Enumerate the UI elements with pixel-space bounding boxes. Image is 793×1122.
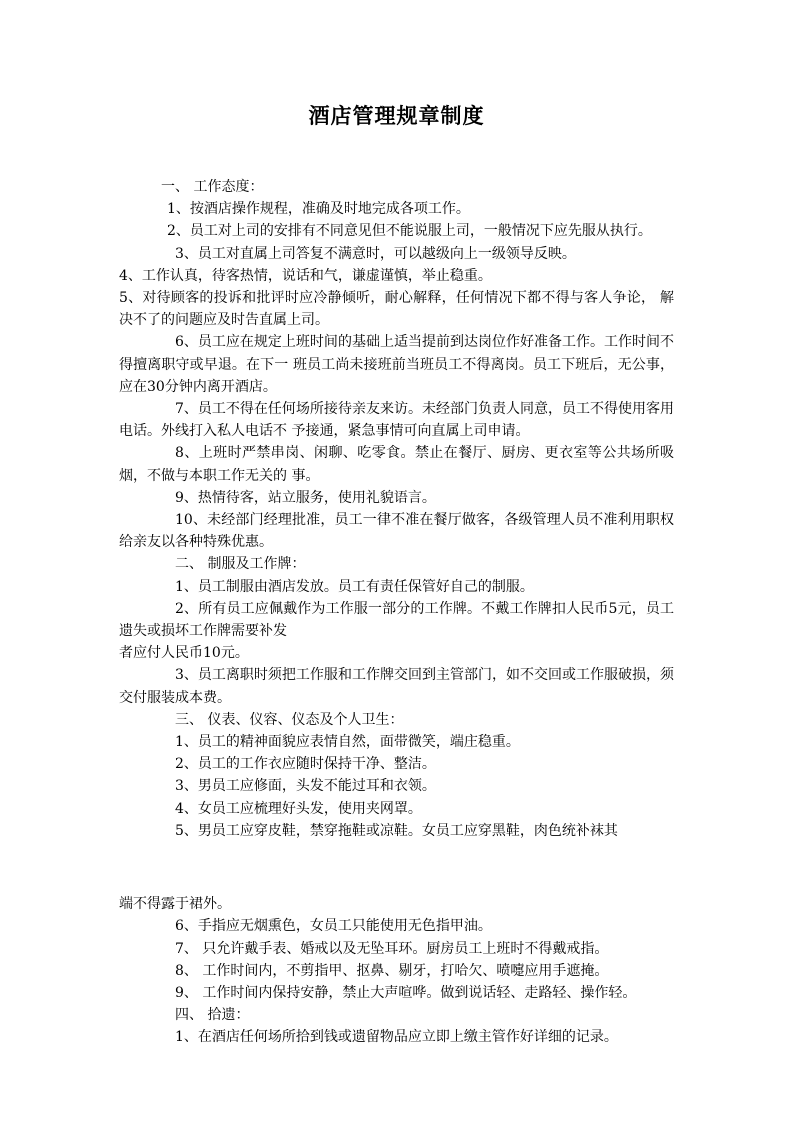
paragraph: 7、员工不得在任何场所接待亲友来访。未经部门负责人同意，员工不得使用客用电话。外线打入私人电话不 予接通，紧急事情可向直属上司申请。 bbox=[119, 401, 674, 440]
paragraph: 1、员工制服由酒店发放。员工有责任保管好自己的制服。 bbox=[175, 578, 534, 595]
paragraph: 者应付人民币10元。 bbox=[119, 645, 249, 662]
paragraph: 4、女员工应梳理好头发，使用夹网罩。 bbox=[175, 800, 422, 817]
paragraph: 3、男员工应修面，头发不能过耳和衣领。 bbox=[175, 778, 436, 795]
paragraph: 7、 只允许戴手表、婚戒以及无坠耳环。厨房员工上班时不得戴戒指。 bbox=[175, 940, 609, 957]
paragraph: 1、在酒店任何场所拾到钱或遗留物品应立即上缴主管作好详细的记录。 bbox=[175, 1029, 618, 1046]
paragraph: 5、男员工应穿皮鞋，禁穿拖鞋或凉鞋。女员工应穿黑鞋，肉色统补袜其 bbox=[175, 822, 618, 839]
paragraph: 1、按酒店操作规程，准确及时地完成各项工作。 bbox=[167, 201, 470, 218]
paragraph: 1、员工的精神面貌应表情自然，面带微笑，端庄稳重。 bbox=[175, 734, 520, 751]
paragraph: 10、未经部门经理批准，员工一律不准在餐厅做客，各级管理人员不准利用职权给亲友以各种特殊优惠。 bbox=[119, 512, 674, 551]
paragraph: 3、员工离职时须把工作服和工作牌交回到主管部门，如不交回或工作服破损，须交付服装成本费。 bbox=[119, 667, 674, 706]
paragraph: 2、员工的工作衣应随时保持干净、整洁。 bbox=[175, 756, 436, 773]
paragraph-spacer bbox=[119, 856, 674, 879]
paragraph: 2、所有员工应佩戴作为工作服一部分的工作牌。不戴工作牌扣人民币5元，员工遗失或损坏工作牌需要补发 bbox=[119, 600, 674, 640]
paragraph: 四、 拾遗： bbox=[175, 1007, 250, 1024]
paragraph: 8、 工作时间内，不剪指甲、抠鼻、剔牙，打哈欠、喷嚏应用手遮掩。 bbox=[175, 962, 609, 979]
paragraph: 6、员工应在规定上班时间的基础上适当提前到达岗位作好准备工作。工作时间不得擅离职守或早退。在下一 班员工尚未接班前当班员工不得离岗。员工下班后，无公事，应在30分钟内离开酒店。 bbox=[119, 334, 674, 395]
paragraph: 2、员工对上司的安排有不同意见但不能说服上司，一般情况下应先服从执行。 bbox=[167, 223, 652, 240]
page-title: 酒店管理规章制度 bbox=[308, 103, 485, 128]
paragraph: 一、 工作态度： bbox=[161, 179, 264, 195]
paragraph: 9、 工作时间内保持安静，禁止大声喧哗。做到说话轻、走路轻、操作轻。 bbox=[175, 984, 637, 1001]
paragraph: 8、上班时严禁串岗、闲聊、吃零食。禁止在餐厅、厨房、更衣室等公共场所吸烟，不做与本职工作无关的 事。 bbox=[119, 445, 674, 484]
paragraph: 5、对待顾客的投诉和批评时应冷静倾听，耐心解释，任何情况下都不得与客人争论， 解决不了的问题应及时告直属上司。 bbox=[119, 290, 674, 329]
paragraph: 三、 仪表、仪容、仪态及个人卫生： bbox=[175, 711, 404, 728]
paragraph: 9、热情待客，站立服务，使用礼貌语言。 bbox=[175, 489, 436, 506]
paragraph: 二、 制服及工作牌： bbox=[175, 556, 306, 573]
paragraph: 3、员工对直属上司答复不满意时，可以越级向上一级领导反映。 bbox=[175, 245, 576, 262]
document-body bbox=[119, 176, 674, 1049]
paragraph: 6、手指应无烟熏色，女员工只能使用无色指甲油。 bbox=[175, 918, 492, 935]
paragraph: 4、工作认真，待客热情，说话和气，谦虚谨慎，举止稳重。 bbox=[119, 267, 492, 284]
paragraph: 端不得露于裙外。 bbox=[119, 896, 231, 913]
